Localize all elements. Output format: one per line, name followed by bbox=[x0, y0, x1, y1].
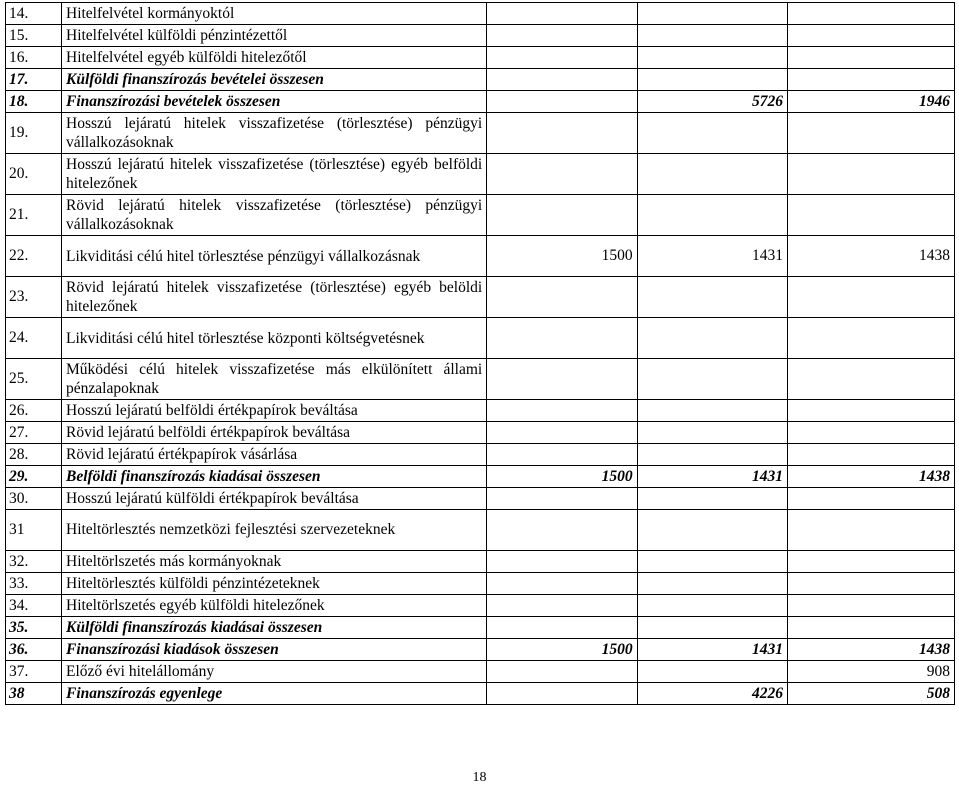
table-row bbox=[6, 466, 955, 488]
row-number: 33. bbox=[6, 573, 62, 595]
table-row bbox=[6, 69, 955, 91]
value-col-2 bbox=[637, 277, 787, 318]
row-number: 31 bbox=[6, 510, 62, 551]
value-col-3 bbox=[787, 400, 954, 422]
value-col-2 bbox=[637, 444, 787, 466]
value-col-3 bbox=[787, 318, 954, 359]
value-col-3 bbox=[787, 47, 954, 69]
value-col-3 bbox=[787, 595, 954, 617]
value-col-3 bbox=[787, 25, 954, 47]
value-col-3 bbox=[787, 113, 954, 154]
row-number: 34. bbox=[6, 595, 62, 617]
value-col-2 bbox=[637, 359, 787, 400]
table-row bbox=[6, 661, 955, 683]
value-col-1 bbox=[487, 3, 637, 25]
value-col-1 bbox=[487, 113, 637, 154]
row-description: Működési célú hitelek visszafizetése más elkülönített állami pénzalapoknak bbox=[62, 359, 487, 400]
value-col-1 bbox=[487, 661, 637, 683]
value-col-2: 1431 bbox=[637, 236, 787, 277]
row-description: Rövid lejáratú hitelek visszafizetése (törlesztése) pénzügyi vállalkozásoknak bbox=[62, 195, 487, 236]
row-description: Hiteltörlszetés más kormányoknak bbox=[62, 551, 487, 573]
row-number: 29. bbox=[6, 466, 62, 488]
value-col-1 bbox=[487, 359, 637, 400]
value-col-2: 4226 bbox=[637, 683, 787, 705]
table-row bbox=[6, 47, 955, 69]
value-col-3 bbox=[787, 510, 954, 551]
row-description: Hitelfelvétel egyéb külföldi hitelezőtől bbox=[62, 47, 487, 69]
row-number: 32. bbox=[6, 551, 62, 573]
value-col-1 bbox=[487, 444, 637, 466]
row-description: Hosszú lejáratú hitelek visszafizetése (törlesztése) egyéb belföldi hitelezőnek bbox=[62, 154, 487, 195]
value-col-3: 1438 bbox=[787, 236, 954, 277]
value-col-3 bbox=[787, 617, 954, 639]
value-col-1: 1500 bbox=[487, 639, 637, 661]
value-col-3: 908 bbox=[787, 661, 954, 683]
value-col-1 bbox=[487, 617, 637, 639]
value-col-1 bbox=[487, 595, 637, 617]
row-number: 24. bbox=[6, 318, 62, 359]
value-col-3: 1946 bbox=[787, 91, 954, 113]
table-row bbox=[6, 154, 955, 195]
value-col-1 bbox=[487, 318, 637, 359]
table-row bbox=[6, 617, 955, 639]
row-description: Hiteltörlesztés külföldi pénzintézeteknek bbox=[62, 573, 487, 595]
row-description: Hosszú lejáratú külföldi értékpapírok beváltása bbox=[62, 488, 487, 510]
row-number: 35. bbox=[6, 617, 62, 639]
row-description: Hiteltörlesztés nemzetközi fejlesztési szervezeteknek bbox=[62, 510, 487, 551]
table-row bbox=[6, 91, 955, 113]
row-number: 37. bbox=[6, 661, 62, 683]
value-col-1 bbox=[487, 91, 637, 113]
row-description: Külföldi finanszírozás bevételei összesen bbox=[62, 69, 487, 91]
row-description: Hosszú lejáratú belföldi értékpapírok beváltása bbox=[62, 400, 487, 422]
row-description: Belföldi finanszírozás kiadásai összesen bbox=[62, 466, 487, 488]
row-number: 19. bbox=[6, 113, 62, 154]
row-number: 27. bbox=[6, 422, 62, 444]
value-col-3 bbox=[787, 359, 954, 400]
value-col-3 bbox=[787, 69, 954, 91]
value-col-2 bbox=[637, 595, 787, 617]
value-col-2 bbox=[637, 3, 787, 25]
value-col-3: 508 bbox=[787, 683, 954, 705]
value-col-1: 1500 bbox=[487, 236, 637, 277]
value-col-2 bbox=[637, 113, 787, 154]
value-col-1 bbox=[487, 683, 637, 705]
value-col-1 bbox=[487, 573, 637, 595]
value-col-3 bbox=[787, 551, 954, 573]
finance-table bbox=[5, 2, 955, 705]
row-description: Likviditási célú hitel törlesztése pénzügyi vállalkozásnak bbox=[62, 236, 487, 277]
value-col-3 bbox=[787, 195, 954, 236]
table-row bbox=[6, 510, 955, 551]
row-description: Hitelfelvétel kormányoktól bbox=[62, 3, 487, 25]
row-number: 25. bbox=[6, 359, 62, 400]
value-col-3: 1438 bbox=[787, 466, 954, 488]
value-col-3 bbox=[787, 488, 954, 510]
value-col-2 bbox=[637, 195, 787, 236]
value-col-3 bbox=[787, 573, 954, 595]
value-col-2 bbox=[637, 661, 787, 683]
value-col-1 bbox=[487, 69, 637, 91]
row-number: 21. bbox=[6, 195, 62, 236]
value-col-1 bbox=[487, 422, 637, 444]
table-row bbox=[6, 400, 955, 422]
value-col-2 bbox=[637, 318, 787, 359]
row-number: 22. bbox=[6, 236, 62, 277]
value-col-1 bbox=[487, 154, 637, 195]
row-description: Hiteltörlszetés egyéb külföldi hitelezőnek bbox=[62, 595, 487, 617]
row-number: 26. bbox=[6, 400, 62, 422]
value-col-2 bbox=[637, 573, 787, 595]
row-number: 14. bbox=[6, 3, 62, 25]
value-col-2 bbox=[637, 510, 787, 551]
value-col-2: 1431 bbox=[637, 466, 787, 488]
value-col-1 bbox=[487, 195, 637, 236]
table-row bbox=[6, 318, 955, 359]
value-col-2 bbox=[637, 69, 787, 91]
value-col-2 bbox=[637, 617, 787, 639]
row-description: Finanszírozási bevételek összesen bbox=[62, 91, 487, 113]
row-number: 30. bbox=[6, 488, 62, 510]
value-col-2 bbox=[637, 154, 787, 195]
row-number: 16. bbox=[6, 47, 62, 69]
row-description: Rövid lejáratú értékpapírok vásárlása bbox=[62, 444, 487, 466]
row-number: 20. bbox=[6, 154, 62, 195]
table-row bbox=[6, 277, 955, 318]
row-description: Külföldi finanszírozás kiadásai összesen bbox=[62, 617, 487, 639]
row-description: Rövid lejáratú hitelek visszafizetése (törlesztése) egyéb belöldi hitelezőnek bbox=[62, 277, 487, 318]
row-number: 28. bbox=[6, 444, 62, 466]
value-col-1 bbox=[487, 400, 637, 422]
value-col-2 bbox=[637, 47, 787, 69]
value-col-1 bbox=[487, 277, 637, 318]
table-row bbox=[6, 551, 955, 573]
value-col-3 bbox=[787, 422, 954, 444]
row-description: Finanszírozási kiadások összesen bbox=[62, 639, 487, 661]
table-row bbox=[6, 3, 955, 25]
table-row bbox=[6, 113, 955, 154]
value-col-2: 5726 bbox=[637, 91, 787, 113]
value-col-1 bbox=[487, 488, 637, 510]
table-row bbox=[6, 488, 955, 510]
value-col-2 bbox=[637, 551, 787, 573]
table-row bbox=[6, 195, 955, 236]
table-row bbox=[6, 236, 955, 277]
value-col-1 bbox=[487, 510, 637, 551]
row-description: Finanszírozás egyenlege bbox=[62, 683, 487, 705]
row-number: 36. bbox=[6, 639, 62, 661]
page-number: 18 bbox=[472, 770, 487, 785]
row-description: Hosszú lejáratú hitelek visszafizetése (törlesztése) pénzügyi vállalkozásoknak bbox=[62, 113, 487, 154]
row-description: Rövid lejáratú belföldi értékpapírok beváltása bbox=[62, 422, 487, 444]
row-description: Likviditási célú hitel törlesztése központi költségvetésnek bbox=[62, 318, 487, 359]
table-row bbox=[6, 359, 955, 400]
value-col-1 bbox=[487, 47, 637, 69]
row-description: Előző évi hitelállomány bbox=[62, 661, 487, 683]
value-col-1: 1500 bbox=[487, 466, 637, 488]
value-col-3 bbox=[787, 154, 954, 195]
value-col-3 bbox=[787, 277, 954, 318]
value-col-2: 1431 bbox=[637, 639, 787, 661]
row-number: 23. bbox=[6, 277, 62, 318]
table-row bbox=[6, 25, 955, 47]
table-row bbox=[6, 595, 955, 617]
table-row bbox=[6, 422, 955, 444]
table-row bbox=[6, 573, 955, 595]
value-col-1 bbox=[487, 551, 637, 573]
row-number: 17. bbox=[6, 69, 62, 91]
value-col-2 bbox=[637, 488, 787, 510]
row-description: Hitelfelvétel külföldi pénzintézettől bbox=[62, 25, 487, 47]
table-row bbox=[6, 639, 955, 661]
table-row bbox=[6, 683, 955, 705]
value-col-1 bbox=[487, 25, 637, 47]
value-col-2 bbox=[637, 400, 787, 422]
value-col-3 bbox=[787, 3, 954, 25]
row-number: 18. bbox=[6, 91, 62, 113]
value-col-3: 1438 bbox=[787, 639, 954, 661]
value-col-2 bbox=[637, 422, 787, 444]
table-row bbox=[6, 444, 955, 466]
row-number: 15. bbox=[6, 25, 62, 47]
value-col-3 bbox=[787, 444, 954, 466]
value-col-2 bbox=[637, 25, 787, 47]
row-number: 38 bbox=[6, 683, 62, 705]
